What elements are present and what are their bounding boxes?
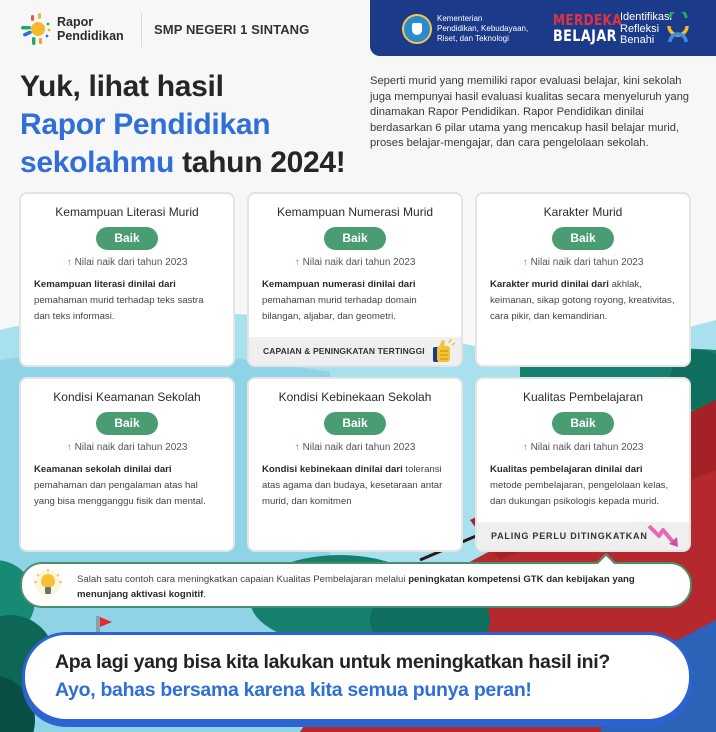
irb-line1: Identifikasi <box>620 11 672 23</box>
desc-rest: pemahaman murid terhadap domain bilangan, aljabar, dan geometri. <box>262 295 417 322</box>
trend-line <box>249 257 461 268</box>
ministry-line1: Kementerian <box>437 14 483 23</box>
trend-line <box>21 257 233 268</box>
hero-line3-rest: tahun 2024! <box>174 146 346 179</box>
desc-bold: Keamanan sekolah dinilai dari <box>34 464 172 475</box>
trend-text: Nilai naik dari tahun 2023 <box>74 442 188 453</box>
ministry-line3: Riset, dan Teknologi <box>437 34 509 43</box>
logo-line2: Pendidikan <box>57 29 124 43</box>
merdeka-line1: MERDEKA <box>553 11 622 29</box>
call-to-action-banner <box>22 632 692 722</box>
desc-rest: toleransi atas agama dan budaya, kesetaraan antar murid, dan komitmen <box>262 464 443 507</box>
desc-bold: Kualitas pembelajaran dinilai dari <box>490 464 643 475</box>
status-badge: Baik <box>324 227 386 250</box>
desc-bold: Karakter murid dinilai dari <box>490 279 609 290</box>
header-divider <box>141 13 142 47</box>
card-description <box>34 462 221 510</box>
header-left <box>0 0 370 58</box>
rapor-pendidikan-logo-icon <box>19 12 55 46</box>
intro-paragraph: Seperti murid yang memiliki rapor evaluasi belajar, kini sekolah juga mempunyai hasil evaluasi kualitas secara menyeluruh yang dinamakan Rapor Pendidikan. Rapor Pendidikan dinilai berdasarkan 6 pilar utama yang mencakup hasil belajar murid, proses belajar-mengajar, dan cara pengelolaan sekolah. <box>370 75 690 149</box>
thumbs-up-icon <box>429 339 455 363</box>
arrow-up-icon: ↑ <box>294 442 300 453</box>
trend-line <box>21 442 233 453</box>
tip-text-end: . <box>203 589 207 600</box>
logo-text <box>57 15 124 43</box>
hero-line3-blue: sekolahmu <box>20 146 175 179</box>
card-kualitas-pembelajaran <box>475 377 691 552</box>
merdeka-line2: BELAJAR <box>553 26 617 45</box>
improvement-tip <box>20 562 692 608</box>
hero-title <box>20 68 345 182</box>
desc-rest: metode pembelajaran, pengelolaan kelas, dan dukungan psikologis kepada murid. <box>490 480 669 507</box>
desc-bold: Kondisi kebinekaan dinilai dari <box>262 464 403 475</box>
footer-label: PALING PERLU DITINGKATKAN <box>491 531 648 541</box>
desc-bold: Kemampuan numerasi dinilai dari <box>262 279 416 290</box>
header <box>0 0 716 58</box>
hero-line1: Yuk, lihat hasil <box>20 70 224 103</box>
status-badge: Baik <box>552 412 614 435</box>
irb-logo-text <box>620 12 672 47</box>
card-description <box>490 462 677 510</box>
irb-line3: Benahi <box>620 34 655 46</box>
tip-text-plain: Salah satu contoh cara meningkatkan capaian Kualitas Pembelajaran melalui <box>77 574 409 585</box>
highlight-footer <box>249 337 461 365</box>
card-title: Kondisi Keamanan Sekolah <box>53 390 201 404</box>
header-partner-logos <box>370 0 716 56</box>
trend-line <box>477 442 689 453</box>
hero-line2: Rapor Pendidikan <box>20 108 271 141</box>
ministry-name <box>437 14 528 44</box>
trend-text: Nilai naik dari tahun 2023 <box>302 257 416 268</box>
cta-question: Apa lagi yang bisa kita lakukan untuk meningkatkan hasil ini? <box>55 651 610 673</box>
status-badge: Baik <box>96 227 158 250</box>
desc-rest: pemahaman dan pengalaman atas hal yang bisa mengganggu fisik dan mental. <box>34 480 206 507</box>
cta-answer: Ayo, bahas bersama karena kita semua punya peran! <box>55 679 532 701</box>
arrow-up-icon: ↑ <box>522 257 528 268</box>
card-description <box>490 277 677 325</box>
logo-line1: Rapor <box>57 15 94 29</box>
card-title: Kualitas Pembelajaran <box>522 390 644 404</box>
card-title: Kemampuan Literasi Murid <box>55 205 199 219</box>
card-description <box>262 462 449 510</box>
trend-text: Nilai naik dari tahun 2023 <box>530 257 644 268</box>
ministry-line2: Pendidikan, Kebudayaan, <box>437 24 529 33</box>
hero-line3 <box>20 144 345 182</box>
arrow-up-icon: ↑ <box>522 442 528 453</box>
status-badge: Baik <box>552 227 614 250</box>
card-numerasi <box>247 192 463 367</box>
trend-text: Nilai naik dari tahun 2023 <box>530 442 644 453</box>
trend-line <box>249 442 461 453</box>
footer-label: CAPAIAN & PENINGKATAN TERTINGGI <box>263 346 425 356</box>
tip-text-bold: peningkatan kompetensi GTK dan kebijakan yang menunjang aktivasi kognitif <box>77 574 635 600</box>
school-name: SMP NEGERI 1 SINTANG <box>154 22 310 37</box>
card-description <box>262 277 449 325</box>
desc-rest: pemahaman murid terhadap teks sastra dan teks informasi. <box>34 295 204 322</box>
irb-line2: Refleksi <box>620 22 660 35</box>
card-keamanan <box>19 377 235 552</box>
card-title: Kondisi Kebinekaan Sekolah <box>278 390 432 404</box>
status-badge: Baik <box>324 412 386 435</box>
tip-text <box>77 572 677 602</box>
arrow-up-icon: ↑ <box>294 257 300 268</box>
arrow-up-icon: ↑ <box>66 442 72 453</box>
irb-arc-icon <box>666 12 690 46</box>
status-badge: Baik <box>96 412 158 435</box>
card-title: Karakter Murid <box>543 205 623 219</box>
desc-rest: akhlak, keimanan, sikap gotong royong, kreativitas, cara pikir, dan kemandirian. <box>490 279 675 322</box>
card-karakter <box>475 192 691 367</box>
card-kebinekaan <box>247 377 463 552</box>
lightbulb-icon <box>32 569 64 601</box>
desc-bold: Kemampuan literasi dinilai dari <box>34 279 176 290</box>
arrow-up-icon: ↑ <box>66 257 72 268</box>
improvement-footer <box>477 522 689 550</box>
card-description <box>34 277 221 325</box>
card-literasi <box>19 192 235 367</box>
kemdikbud-logo-icon <box>402 14 432 44</box>
trend-line <box>477 257 689 268</box>
card-title: Kemampuan Numerasi Murid <box>276 205 434 219</box>
trend-text: Nilai naik dari tahun 2023 <box>74 257 188 268</box>
trend-text: Nilai naik dari tahun 2023 <box>302 442 416 453</box>
trend-down-icon <box>647 522 681 550</box>
